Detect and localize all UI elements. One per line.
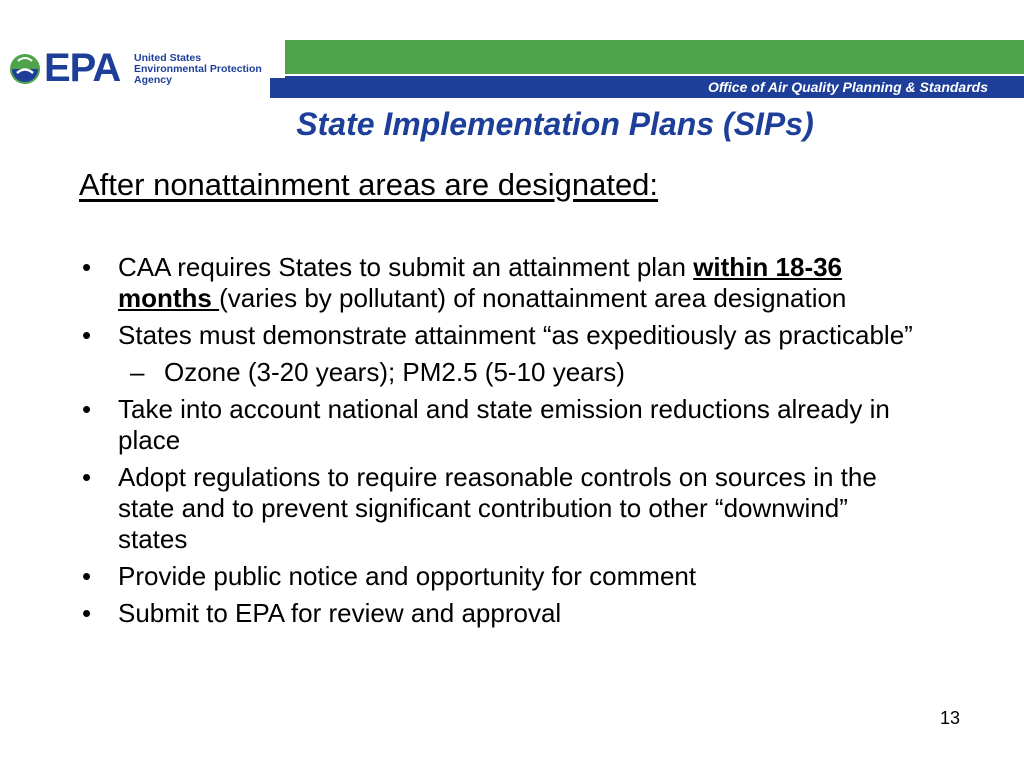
office-name: Office of Air Quality Planning & Standards xyxy=(707,79,988,95)
agency-line-3: Agency xyxy=(134,74,172,86)
bullet-icon: • xyxy=(82,252,92,282)
bullet-text: States must demonstrate attainment “as expeditiously as practicable” xyxy=(118,320,913,350)
bullet-text-emphasis: within 18-36 months xyxy=(118,252,843,313)
dash-icon: – xyxy=(130,357,145,387)
bullet-icon: • xyxy=(82,598,92,628)
bullet-list xyxy=(82,252,922,635)
bullet-text: Adopt regulations to require reasonable controls on sources in the state and to prevent significant contribution to other “downwind” states xyxy=(118,462,877,554)
epa-logo xyxy=(0,18,285,90)
epa-logo-text: EPA xyxy=(44,46,121,90)
bullet-item xyxy=(82,320,922,351)
agency-line-2: Environmental Protection xyxy=(134,63,262,75)
bullet-text-pre: CAA requires States to submit an attainment plan xyxy=(118,252,694,282)
bullet-item xyxy=(82,561,922,592)
agency-name xyxy=(134,53,262,86)
slide-header xyxy=(0,0,1024,100)
bullet-item xyxy=(82,394,922,456)
slide-title: State Implementation Plans (SIPs) xyxy=(296,106,814,142)
bullet-item xyxy=(82,252,922,314)
bullet-text: Ozone (3-20 years); PM2.5 (5-10 years) xyxy=(164,357,625,387)
bullet-icon: • xyxy=(82,394,92,424)
bullet-icon: • xyxy=(82,462,92,492)
bullet-text-post: (varies by pollutant) of nonattainment area designation xyxy=(219,283,847,313)
bullet-text: Provide public notice and opportunity for comment xyxy=(118,561,697,591)
page-number: 13 xyxy=(940,708,961,728)
bullet-icon: • xyxy=(82,320,92,350)
agency-line-1: United States xyxy=(134,52,202,64)
bullet-item xyxy=(82,462,922,555)
bullet-icon: • xyxy=(82,561,92,591)
bullet-text: Submit to EPA for review and approval xyxy=(118,598,562,628)
slide-subtitle: After nonattainment areas are designated: xyxy=(79,167,659,202)
bullet-text: Take into account national and state emission reductions already in place xyxy=(118,394,890,455)
sub-bullet-item xyxy=(82,357,922,388)
epa-flower-icon xyxy=(8,52,42,86)
bullet-item xyxy=(82,598,922,629)
